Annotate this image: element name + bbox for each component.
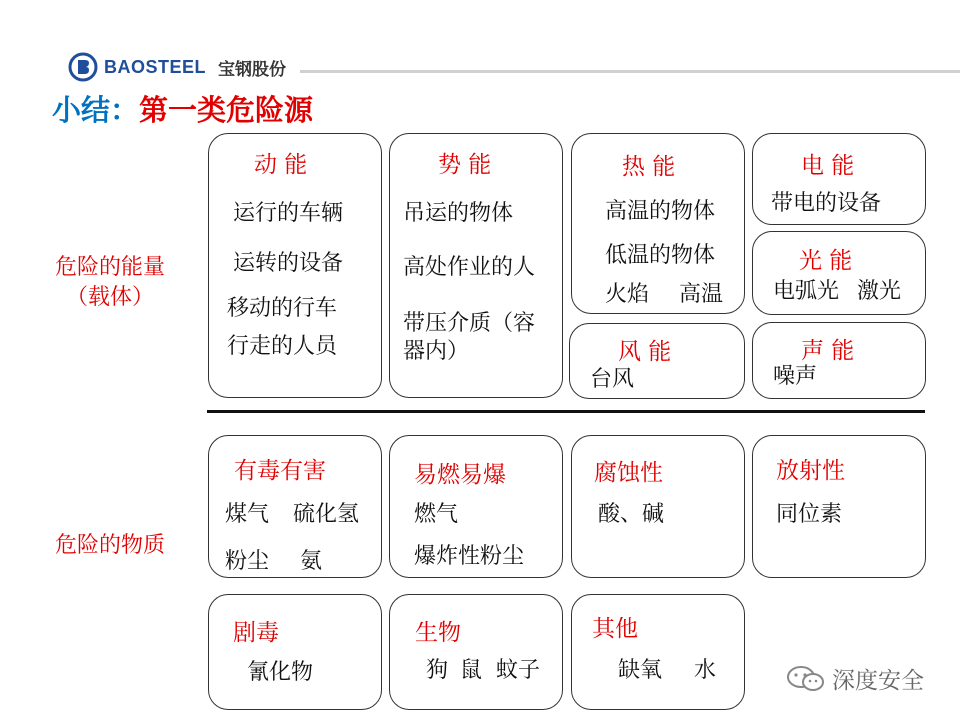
card-item: 电弧光 (773, 279, 840, 304)
card-item: 台风 (590, 367, 635, 392)
card-light-energy (752, 231, 926, 315)
card-item: 氰化物 (247, 660, 314, 685)
card-title: 有毒有害 (234, 458, 326, 484)
card-item: 高处作业的人 (403, 255, 536, 280)
card-item: 移动的行车 (227, 296, 338, 321)
card-title: 动 能 (254, 152, 308, 178)
card-title: 风 能 (618, 339, 672, 365)
card-item: 吊运的物体 (403, 201, 514, 226)
card-title: 生物 (415, 620, 461, 646)
energy-sublabel-text: （载体） (65, 285, 154, 310)
card-item: 高温的物体 (605, 199, 716, 224)
card-item: 煤气 (225, 502, 270, 527)
card-item: 粉尘 (225, 549, 270, 574)
card-thermal-energy (571, 133, 745, 314)
watermark (786, 662, 924, 695)
card-item: 硫化氢 (293, 502, 360, 527)
card-item: 狗 (426, 658, 449, 683)
watermark-text: 深度安全 (832, 668, 924, 694)
card-electric-energy (752, 133, 926, 225)
card-biological (389, 594, 563, 710)
card-title: 易燃易爆 (414, 462, 506, 488)
brand-name-cn: 宝钢股份 (218, 59, 287, 80)
card-title: 声 能 (801, 338, 855, 364)
company-logo (68, 50, 286, 84)
wechat-icon (786, 664, 826, 694)
card-item: 行走的人员 (227, 334, 338, 359)
card-kinetic-energy (208, 133, 382, 398)
card-item: 爆炸性粉尘 (414, 544, 525, 569)
card-item: 运行的车辆 (233, 201, 344, 226)
card-item: 器内） (403, 339, 470, 364)
substance-label-text: 危险的物质 (54, 533, 165, 558)
header-rule (300, 70, 960, 73)
card-item: 低温的物体 (605, 243, 716, 268)
card-item: 高温 (679, 282, 724, 307)
card-item: 同位素 (776, 502, 843, 527)
card-item: 缺氧 (618, 658, 663, 683)
card-item: 噪声 (773, 364, 818, 389)
card-item: 带压介质（容 (403, 311, 536, 336)
substance-section-label (40, 531, 180, 561)
card-toxic (208, 435, 382, 578)
card-item: 氨 (300, 549, 323, 574)
title-prefix: 小结： (52, 93, 140, 127)
section-divider (207, 410, 925, 413)
card-title: 光 能 (799, 248, 853, 274)
card-item: 火焰 (605, 282, 650, 307)
card-title: 剧毒 (233, 620, 279, 646)
card-title: 热 能 (622, 154, 676, 180)
card-item: 激光 (857, 279, 902, 304)
card-item: 运转的设备 (233, 251, 344, 276)
card-item: 燃气 (414, 502, 459, 527)
card-item: 带电的设备 (771, 191, 882, 216)
brand-name-en: BAOSTEEL (104, 56, 207, 77)
card-title: 放射性 (776, 458, 845, 484)
card-radioactive (752, 435, 926, 578)
card-item: 酸、碱 (598, 502, 665, 527)
energy-label-text: 危险的能量 (54, 255, 165, 280)
card-item: 水 (694, 658, 717, 683)
baosteel-emblem-icon (68, 52, 98, 82)
card-sound-energy (752, 322, 926, 399)
energy-section-label (40, 253, 180, 313)
card-highly-toxic (208, 594, 382, 710)
card-title: 腐蚀性 (594, 460, 663, 486)
card-corrosive (571, 435, 745, 578)
slide-title (52, 88, 313, 129)
card-title: 其他 (592, 616, 638, 642)
card-other (571, 594, 745, 710)
card-item: 鼠 (460, 658, 483, 683)
card-wind-energy (569, 323, 745, 399)
card-title: 电 能 (801, 153, 855, 179)
card-flammable (389, 435, 563, 578)
title-main: 第一类危险源 (139, 93, 314, 127)
card-potential-energy (389, 133, 563, 398)
card-item: 蚊子 (496, 658, 541, 683)
card-title: 势 能 (438, 152, 492, 178)
